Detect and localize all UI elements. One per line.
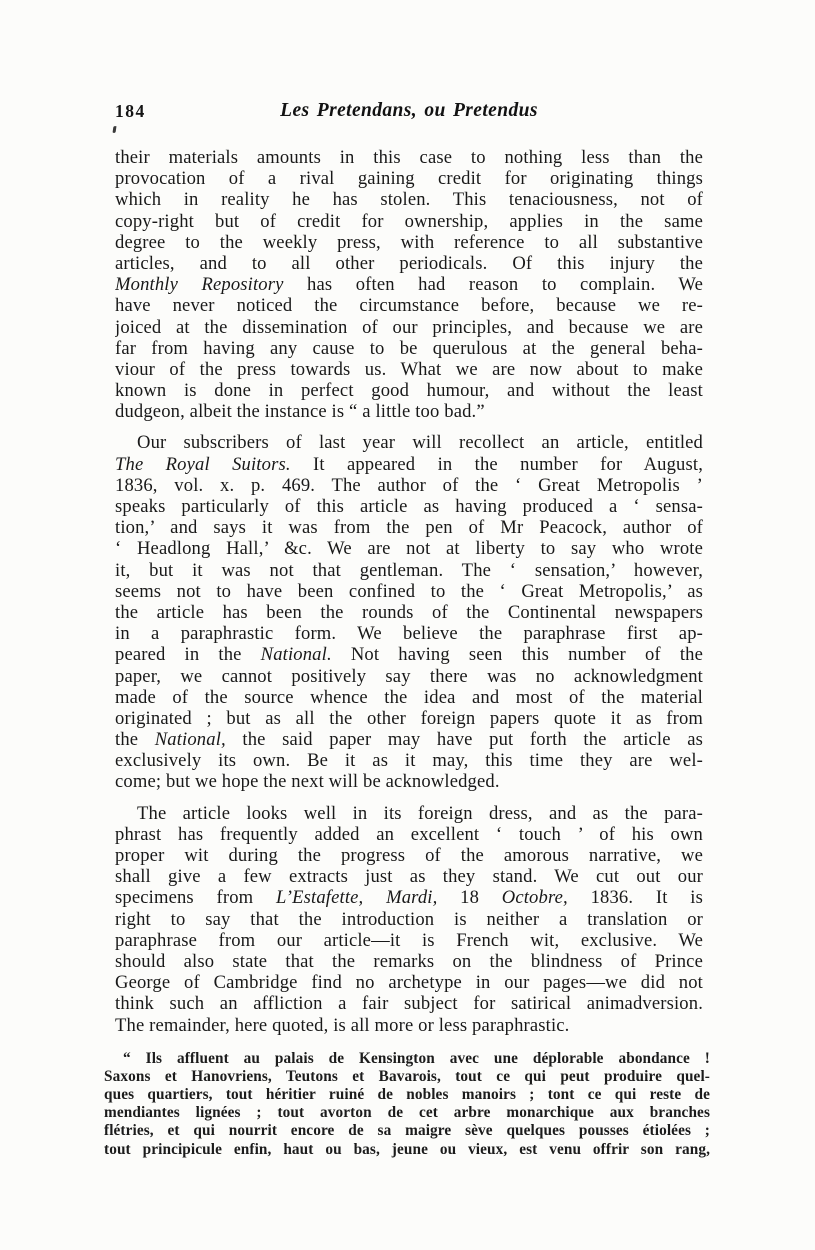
- text-line: [104, 1104, 710, 1122]
- text-segment: which in reality he has stolen. This tenaciousness, not of: [115, 189, 703, 211]
- text-segment: shall give a few extracts just as they stand. We cut out our: [115, 866, 703, 888]
- text-line: [115, 581, 703, 602]
- text-segment: It appeared in the number for August,: [290, 453, 703, 475]
- text-segment: think such an affliction a fair subject for satirical animadversion.: [115, 993, 703, 1015]
- text-segment: the said paper may have put forth the article as: [225, 729, 703, 751]
- text-segment: dudgeon, albeit the instance is “ a little too bad.”: [115, 401, 485, 423]
- text-line: [115, 750, 703, 771]
- text-line: [115, 666, 703, 687]
- text-line: [115, 644, 703, 665]
- text-segment: degree to the weekly press, with reference to all substantive: [115, 231, 703, 253]
- text-line: [115, 317, 703, 338]
- text-segment: ques quartiers, tout héritier ruiné de nobles manoirs ; tont ce qui reste de: [104, 1086, 710, 1104]
- text-segment: it, but it was not that gentleman. The ‘ sensation,’ however,: [115, 559, 703, 581]
- text-segment: flétries, et qui nourrit encore de sa maigre sève quelques pousses étiolées ;: [104, 1122, 710, 1140]
- text-line: [115, 866, 703, 887]
- text-segment: 1836, vol. x. p. 469. The author of the ‘ Great Metropolis ’: [115, 474, 703, 496]
- text-segment: their materials amounts in this case to nothing less than the: [115, 147, 703, 168]
- italic-text-segment: L’Estafette, Mardi,: [276, 887, 438, 909]
- text-segment: peared in the: [115, 644, 261, 666]
- paragraph-continuation: [115, 147, 703, 422]
- text-line: [115, 824, 703, 845]
- text-segment: have never noticed the circumstance before, because we re-: [115, 295, 703, 317]
- text-segment: provocation of a rival gaining credit for originating things: [115, 168, 703, 190]
- text-line: [115, 887, 703, 908]
- text-line: [115, 687, 703, 708]
- text-segment: tion,’ and says it was from the pen of Mr Peacock, author of: [115, 517, 703, 539]
- text-line: [115, 729, 703, 750]
- text-segment: the article has been the rounds of the Continental newspapers: [115, 601, 703, 623]
- text-segment: “ Ils affluent au palais de Kensington avec une déplorable abondance !: [123, 1049, 710, 1067]
- text-line: [115, 359, 703, 380]
- italic-text-segment: National.: [260, 644, 332, 666]
- text-line: [115, 253, 703, 274]
- text-segment: originated ; but as all the other foreign papers quote it as from: [115, 707, 703, 729]
- text-line: [115, 380, 703, 401]
- text-segment: articles, and to all other periodicals. Of this injury the: [115, 252, 703, 274]
- text-line: [115, 771, 703, 792]
- text-segment: 18: [437, 887, 502, 909]
- text-line: [104, 1122, 710, 1140]
- text-segment: paper, we cannot positively say there was no acknowledgment: [115, 665, 703, 687]
- text-line: [115, 708, 703, 729]
- text-segment: seems not to have been confined to the ‘ Great Metropolis,’ as: [115, 580, 703, 602]
- text-line: [115, 909, 703, 930]
- text-segment: exclusively its own. Be it as it may, this time they are wel-: [115, 750, 703, 772]
- text-segment: Our subscribers of last year will recollect an article, entitled: [137, 432, 703, 454]
- text-line: [115, 189, 703, 210]
- text-segment: mendiantes lignées ; tout avorton de cet arbre monarchique aux branches: [104, 1104, 710, 1122]
- text-segment: viour of the press towards us. What we are now about to make: [115, 358, 703, 380]
- text-segment: come; but we hope the next will be acknowledged.: [115, 771, 500, 793]
- text-line: [115, 951, 703, 972]
- text-line: [115, 475, 703, 496]
- text-line: [115, 1015, 703, 1036]
- text-line: [115, 623, 703, 644]
- text-segment: ‘ Headlong Hall,’ &c. We are not at liberty to say who wrote: [115, 538, 703, 560]
- text-segment: far from having any cause to be querulous at the general beha-: [115, 337, 703, 359]
- text-line: [115, 274, 703, 295]
- text-segment: The article looks well in its foreign dress, and as the para-: [137, 802, 703, 824]
- text-line: [115, 803, 703, 824]
- text-line: [115, 560, 703, 581]
- text-line: [115, 232, 703, 253]
- text-segment: George of Cambridge find no archetype in our pages—we did not: [115, 972, 703, 994]
- text-line: [115, 338, 703, 359]
- page-header: [115, 100, 703, 126]
- text-line: [115, 211, 703, 232]
- text-segment: should also state that the remarks on the blindness of Prince: [115, 950, 703, 972]
- text-segment: known is done in perfect good humour, and without the least: [115, 380, 703, 402]
- text-line: [115, 454, 703, 475]
- text-segment: joiced at the dissemination of our principles, and because we are: [115, 316, 703, 338]
- page-number: 184: [115, 101, 146, 121]
- text-segment: the: [115, 729, 155, 751]
- paragraph-foreign-dress: [115, 803, 703, 1036]
- text-line: [115, 401, 703, 422]
- text-segment: specimens from: [115, 887, 276, 909]
- text-line: [115, 845, 703, 866]
- text-segment: in a paraphrastic form. We believe the paraphrase first ap-: [115, 623, 703, 645]
- text-line: [104, 1086, 710, 1104]
- text-line: [115, 147, 703, 168]
- text-body: [104, 147, 710, 1169]
- ink-speck-artifact: [113, 126, 117, 133]
- text-line: [115, 538, 703, 559]
- text-segment: phrast has frequently added an excellent ‘ touch ’ of his own: [115, 823, 703, 845]
- italic-text-segment: Octobre,: [501, 887, 568, 909]
- text-line: [115, 517, 703, 538]
- text-line: [104, 1050, 710, 1068]
- text-segment: copy-right but of credit for ownership, applies in the same: [115, 210, 703, 232]
- running-title: Les Pretendans, ou Pretendus: [280, 100, 538, 121]
- text-line: [115, 993, 703, 1014]
- text-line: [115, 295, 703, 316]
- paragraph-royal-suitors: [115, 432, 703, 792]
- text-segment: right to say that the introduction is neither a translation or: [115, 908, 703, 930]
- italic-text-segment: National,: [154, 729, 226, 751]
- text-line: [115, 602, 703, 623]
- italic-text-segment: The Royal Suitors.: [115, 453, 291, 475]
- paragraph-french-quote: [104, 1050, 710, 1159]
- text-segment: Not having seen this number of the: [331, 644, 703, 666]
- text-line: [115, 432, 703, 453]
- text-line: [115, 930, 703, 951]
- text-line: [115, 972, 703, 993]
- text-line: [104, 1141, 710, 1159]
- text-line: [104, 1068, 710, 1086]
- text-segment: made of the source whence the idea and most of the material: [115, 686, 703, 708]
- text-segment: tout principicule enfin, haut ou bas, jeune ou vieux, est venu offrir son rang,: [104, 1140, 710, 1158]
- text-segment: Saxons et Hanovriens, Teutons et Bavarois, tout ce qui peut produire quel-: [104, 1067, 710, 1085]
- italic-text-segment: Monthly Repository: [115, 274, 284, 296]
- text-segment: The remainder, here quoted, is all more or less paraphrastic.: [115, 1014, 570, 1036]
- text-line: [115, 496, 703, 517]
- text-segment: proper wit during the progress of the amorous narrative, we: [115, 845, 703, 866]
- text-segment: speaks particularly of this article as having produced a ‘ sensa-: [115, 496, 703, 517]
- text-line: [115, 168, 703, 189]
- text-segment: has often had reason to complain. We: [283, 274, 703, 296]
- text-segment: paraphrase from our article—it is French wit, exclusive. We: [115, 929, 703, 951]
- text-segment: 1836. It is: [567, 887, 703, 909]
